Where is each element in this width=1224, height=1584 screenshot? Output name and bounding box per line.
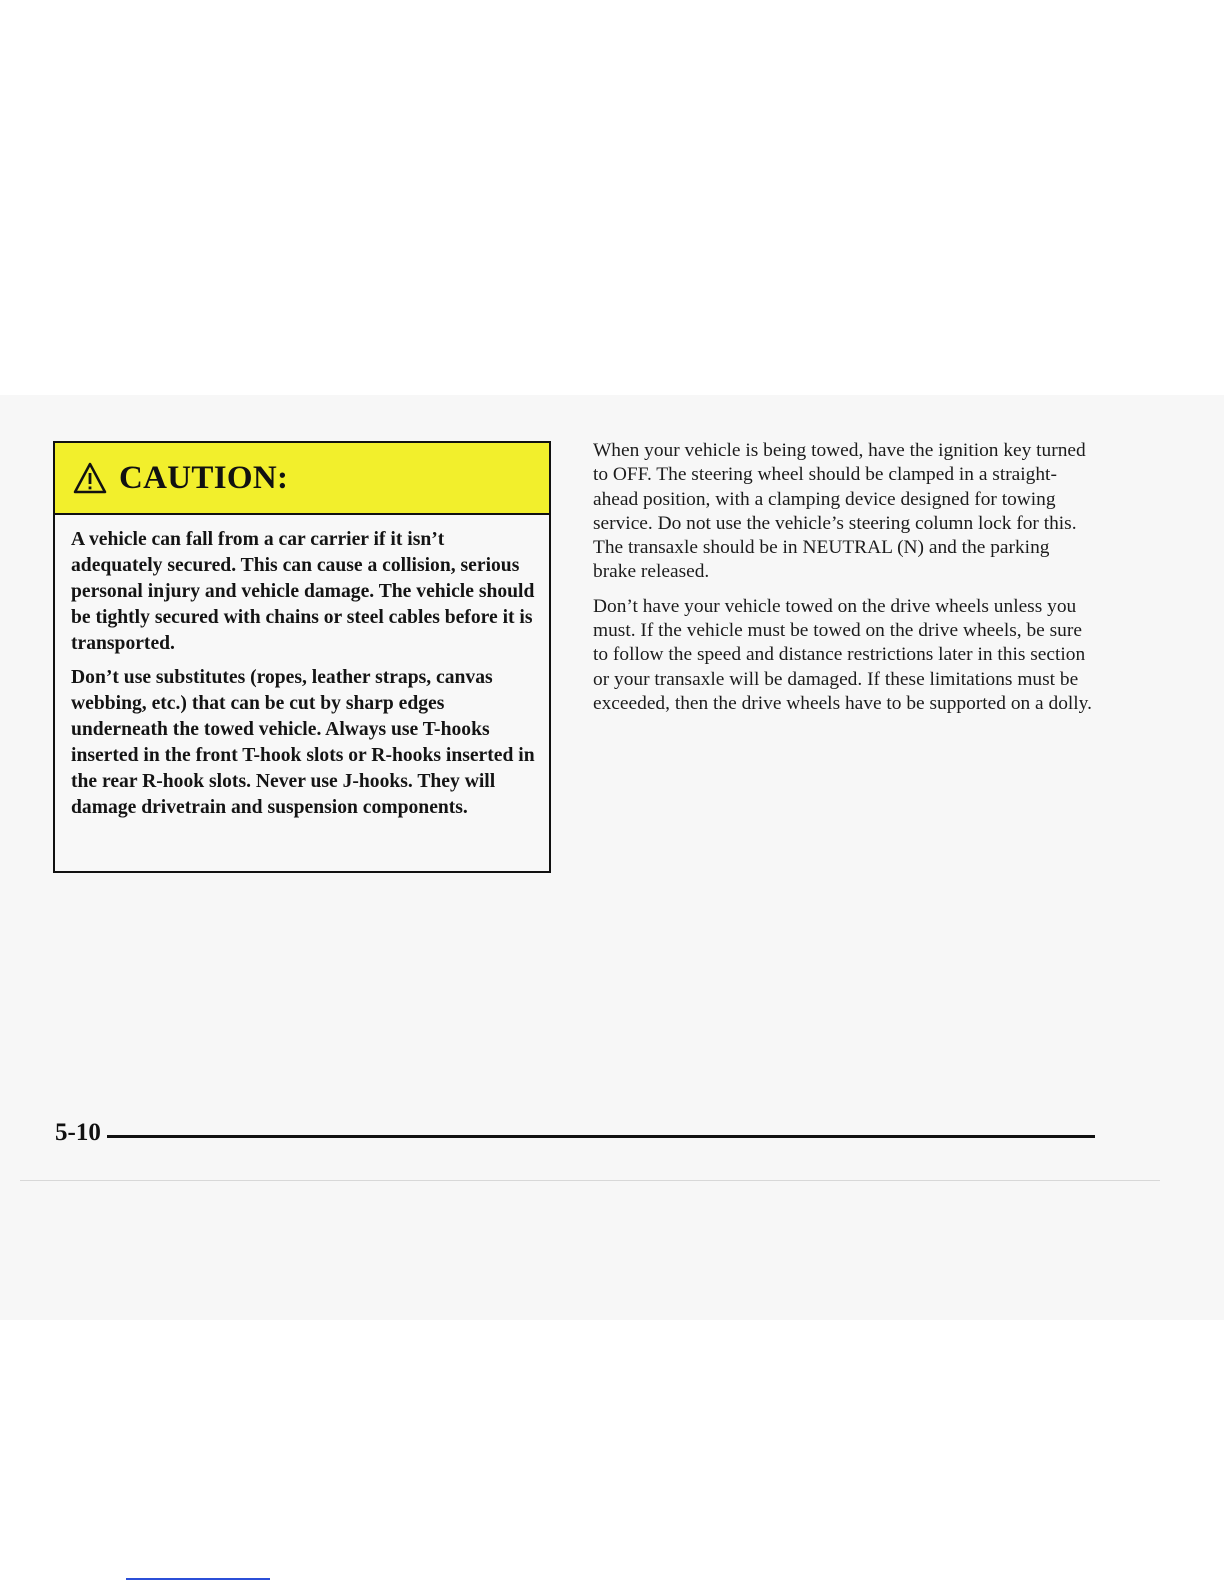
caution-box xyxy=(53,441,551,873)
scan-artifact-line xyxy=(20,1180,1160,1181)
page-footer xyxy=(55,1113,1095,1153)
warning-triangle-icon xyxy=(73,462,107,494)
caution-title: CAUTION: xyxy=(119,459,289,496)
body-paragraph: Don’t have your vehicle towed on the drive wheels unless you must. If the vehicle must be towed on the drive wheels, be sure to follow the speed and distance restrictions later in this section or your transaxle will be damaged. If these limitations must be exceeded, then the drive wheels have to be supported on a dolly. xyxy=(593,595,1092,714)
page-number: 5-10 xyxy=(55,1119,101,1146)
caution-paragraph: A vehicle can fall from a car carrier if it isn’t adequately secured. This can cause a collision, serious personal injury and vehicle damage. The vehicle should be tightly secured with chains or steel cables before it is transported. xyxy=(71,529,535,654)
caution-header xyxy=(55,443,549,515)
bottom-link-underline xyxy=(126,1578,270,1580)
body-text-column xyxy=(593,439,1093,726)
caution-paragraph: Don’t use substitutes (ropes, leather straps, canvas webbing, etc.) that can be cut by sharp edges underneath the towed vehicle. Always use T-hooks inserted in the front T-hook slots or R-hooks inserted in the rear R-hook slots. Never use J-hooks. They will damage drivetrain and suspension components. xyxy=(71,667,535,818)
body-paragraph: When your vehicle is being towed, have the ignition key turned to OFF. The steering wheel should be clamped in a straight-ahead position, with a clamping device designed for towing service. Do not use the vehicle’s steering column lock for this. The transaxle should be in NEUTRAL (N) and the parking brake released. xyxy=(593,440,1086,583)
footer-rule xyxy=(107,1135,1095,1138)
caution-body xyxy=(55,515,549,821)
